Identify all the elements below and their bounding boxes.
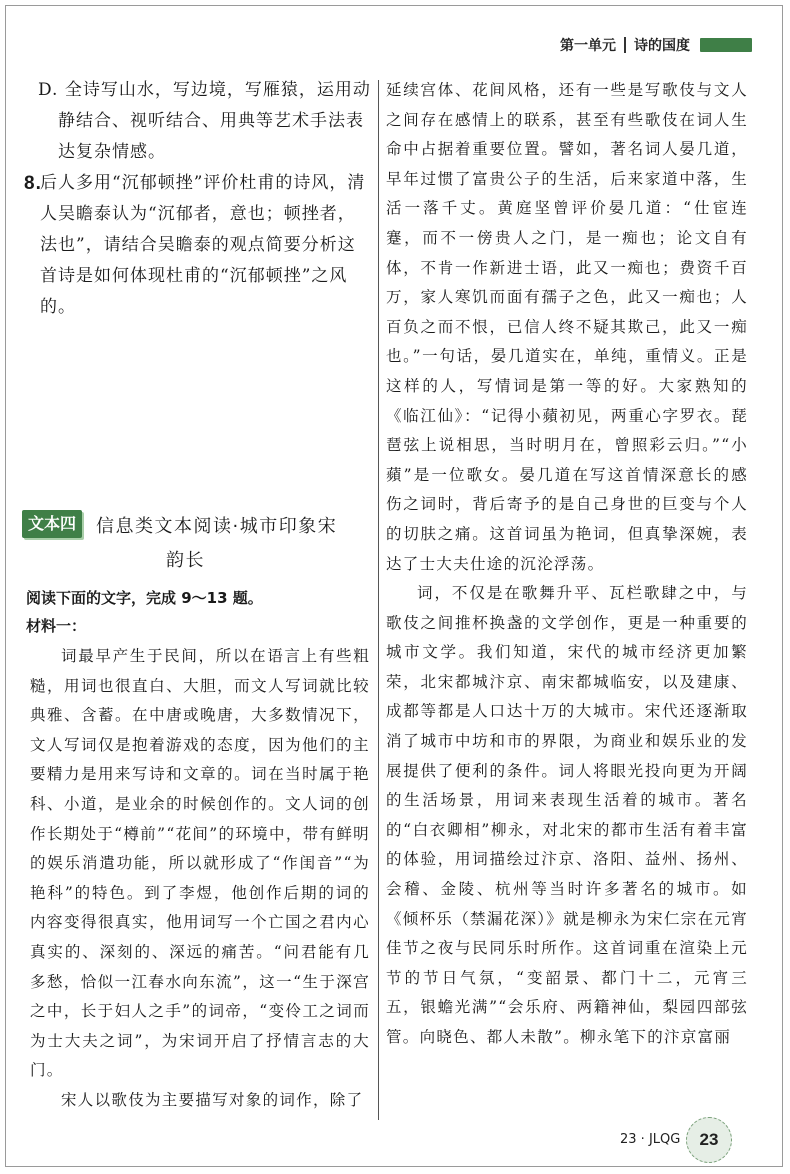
header-accent-bar (700, 38, 752, 52)
left-column-body (30, 642, 370, 1116)
left-paragraph-1: 词最早产生于民间，所以在语言上有些粗糙，用词也很直白、大胆，而文人写词就比较典雅、含蓄。在中唐或晚唐，大多数情况下，文人写词仅是抱着游戏的态度，因为他们的主要精力是用来写诗和文章的。词在当时属于艳科、小道，是业余的时候创作的。文人词的创作长期处于“樽前”“花间”的环境中，带有鲜明的娱乐消遣功能，所以就形成了“作闺音”“为艳科”的特色。到了李煜，他创作后期的词的内容变得很真实，他用词写一个亡国之君内心真实的、深刻的、深远的痛苦。“问君能有几多愁，恰似一江春水向东流”，这一“生于深宫之中，长于妇人之手”的词帝，“变伶工之词而为士大夫之词”，为宋词开启了抒情言志的大门。 (30, 647, 370, 1080)
instruction-text: 阅读下面的文字，完成 9～13 题。 (26, 589, 263, 607)
section-title (96, 510, 337, 578)
page-number: 23 (699, 1130, 719, 1149)
section-title-line2: 韵长 (166, 550, 206, 571)
left-column-top (24, 75, 371, 323)
footer-code: 23 · JLQG (620, 1132, 681, 1147)
section-title-line1: 信息类文本阅读·城市印象宋 (96, 516, 338, 537)
right-paragraph-1: 延续宫体、花间风格，还有一些是写歌伎与文人之间存在感情上的联系，甚至有些歌伎在词人生命中占据着重要位置。譬如，著名词人晏几道，早年过惯了富贵公子的生活，后来家道中落，生活一落千丈。黄庭坚曾评价晏几道：“仕宦连蹇，而不一傍贵人之门，是一痴也；论文自有体，不肯一作新进士语，此又一痴也；费资千百万，家人寒饥而面有孺子之色，此又一痴也；人百负之而不恨，已信人终不疑其欺己，此又一痴也。”一句话，晏几道实在，单纯，重情义。正是这样的人，写情词是第一等的好。大家熟知的《临江仙》：“记得小蘋初见，两重心字罗衣。琵琶弦上说相思，当时明月在，曾照彩云归。”“小蘋”是一位歌女。晏几道在写这首情深意长的感伤之词时，背后寄予的是自己身世的巨变与个人的切肤之痛。这首词虽为艳词，但真挚深婉，表达了士大夫仕途的沉沦浮荡。 (386, 81, 748, 573)
material-label: 材料一： (26, 617, 87, 635)
option-d: D. 全诗写山水，写边境，写雁猿，运用动静结合、视听结合、用典等艺术手法表达复杂情感。 (38, 80, 371, 162)
left-paragraph-2: 宋人以歌伎为主要描写对象的词作，除了 (61, 1090, 364, 1109)
right-paragraph-2: 词，不仅是在歌舞升平、瓦栏歌肆之中，与歌伎之间推杯换盏的文学创作，更是一种重要的城市文学。我们知道，宋代的城市经济更加繁荣，北宋都城汴京、南宋都城临安，以及建康、成都等都是人口达十万的大城市。宋代还逐渐取消了城市中坊和市的界限，为商业和娱乐业的发展提供了便利的条件。词人将眼光投向更为开阔的生活场景，用词来表现生活着的城市。著名的“白衣卿相”柳永，对北宋的都市生活有着丰富的体验，用词描绘过汴京、洛阳、益州、扬州、会稽、金陵、杭州等当时许多著名的城市。如《倾杯乐（禁漏花深）》就是柳永为宋仁宗在元宵佳节之夜与民同乐时所作。这首词重在渲染上元节的节日气氛，“变韶景、都门十二，元宵三五，银蟾光满”“会乐府、两籍神仙，梨园四部弦管。向晓色、都人未散”。柳永笔下的汴京富丽 (386, 584, 748, 1046)
page-header (560, 30, 790, 60)
column-divider (378, 80, 379, 1120)
header-separator (624, 37, 626, 53)
text-four-badge: 文本四 (22, 510, 82, 538)
unit-label: 第一单元 (560, 38, 616, 54)
reading-instruction (26, 584, 371, 640)
question-8 (24, 168, 371, 323)
question-8-text: 后人多用“沉郁顿挫”评价杜甫的诗风，清人吴瞻泰认为“沉郁者，意也；顿挫者，法也”，请结合吴瞻泰的观点简要分析这首诗是如何体现杜甫的“沉郁顿挫”之风的。 (40, 173, 366, 317)
section-header (22, 510, 372, 578)
question-8-number: 8. (24, 173, 42, 194)
unit-title: 诗的国度 (634, 38, 690, 54)
page-number-badge (686, 1117, 732, 1163)
right-column (386, 76, 748, 1053)
